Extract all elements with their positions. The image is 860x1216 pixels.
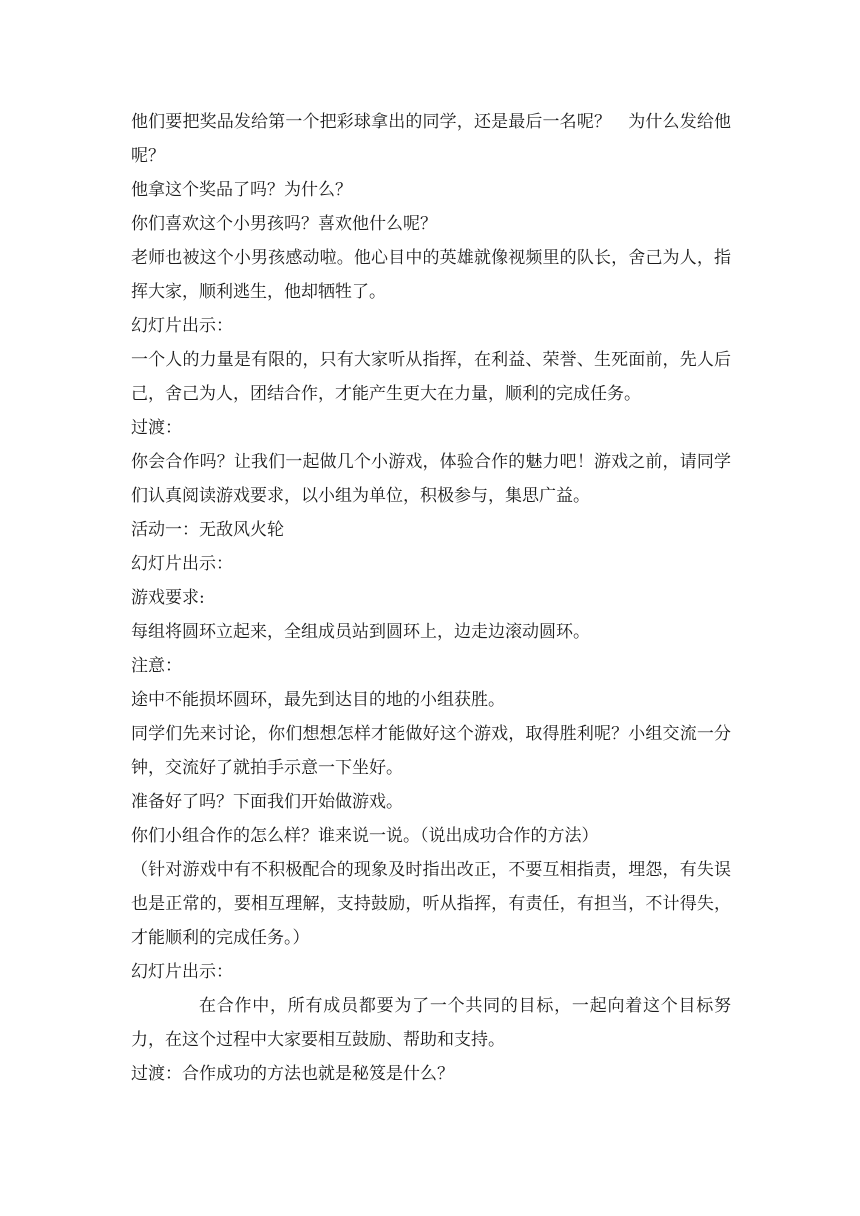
paragraph: 游戏要求: [131, 588, 205, 608]
paragraph: （针对游戏中有不积极配合的现象及时指出改正，不要互相指责，埋怨，有失误也是正常的，要相互理解，支持鼓励，听从指挥，有责任，有担当，不计得失，才能顺利的完成任务。） [131, 860, 731, 948]
paragraph: 老师也被这个小男孩感动啦。他心目中的英雄就像视频里的队长，舍己为人，指挥大家，顺利逃生，他却牺牲了。 [131, 248, 731, 302]
paragraph: 他拿这个奖品了吗？为什么？ [131, 180, 352, 200]
document-body [131, 105, 731, 1091]
paragraph: 你会合作吗？让我们一起做几个小游戏，体验合作的魅力吧！游戏之前，请同学们认真阅读游戏要求，以小组为单位，积极参与，集思广益。 [131, 452, 731, 506]
paragraph: 他们要把奖品发给第一个把彩球拿出的同学，还是最后一名呢？ 为什么发给他呢？ [131, 112, 731, 166]
paragraph: 活动一：无敌风火轮 [131, 520, 284, 540]
paragraph: 过渡：合作成功的方法也就是秘笈是什么？ [131, 1064, 454, 1084]
paragraph: 同学们先来讨论，你们想想怎样才能做好这个游戏，取得胜利呢？小组交流一分钟，交流好了就拍手示意一下坐好。 [131, 724, 731, 778]
paragraph: 准备好了吗？下面我们开始做游戏。 [131, 792, 403, 812]
paragraph: 过渡： [131, 418, 182, 438]
paragraph: 幻灯片出示： [131, 554, 233, 574]
paragraph: 你们小组合作的怎么样？谁来说一说。（说出成功合作的方法） [131, 826, 599, 846]
paragraph: 注意： [131, 656, 182, 676]
paragraph: 在合作中，所有成员都要为了一个共同的目标，一起向着这个目标努力，在这个过程中大家要相互鼓励、帮助和支持。 [131, 996, 731, 1050]
paragraph: 每组将圆环立起来，全组成员站到圆环上，边走边滚动圆环。 [131, 622, 590, 642]
paragraph: 幻灯片出示： [131, 316, 233, 336]
paragraph: 幻灯片出示： [131, 962, 233, 982]
paragraph: 一个人的力量是有限的，只有大家听从指挥，在利益、荣誉、生死面前，先人后己，舍己为人，团结合作，才能产生更大在力量，顺利的完成任务。 [131, 350, 731, 404]
paragraph: 途中不能损坏圆环，最先到达目的地的小组获胜。 [131, 690, 505, 710]
paragraph: 你们喜欢这个小男孩吗？喜欢他什么呢？ [131, 214, 437, 234]
